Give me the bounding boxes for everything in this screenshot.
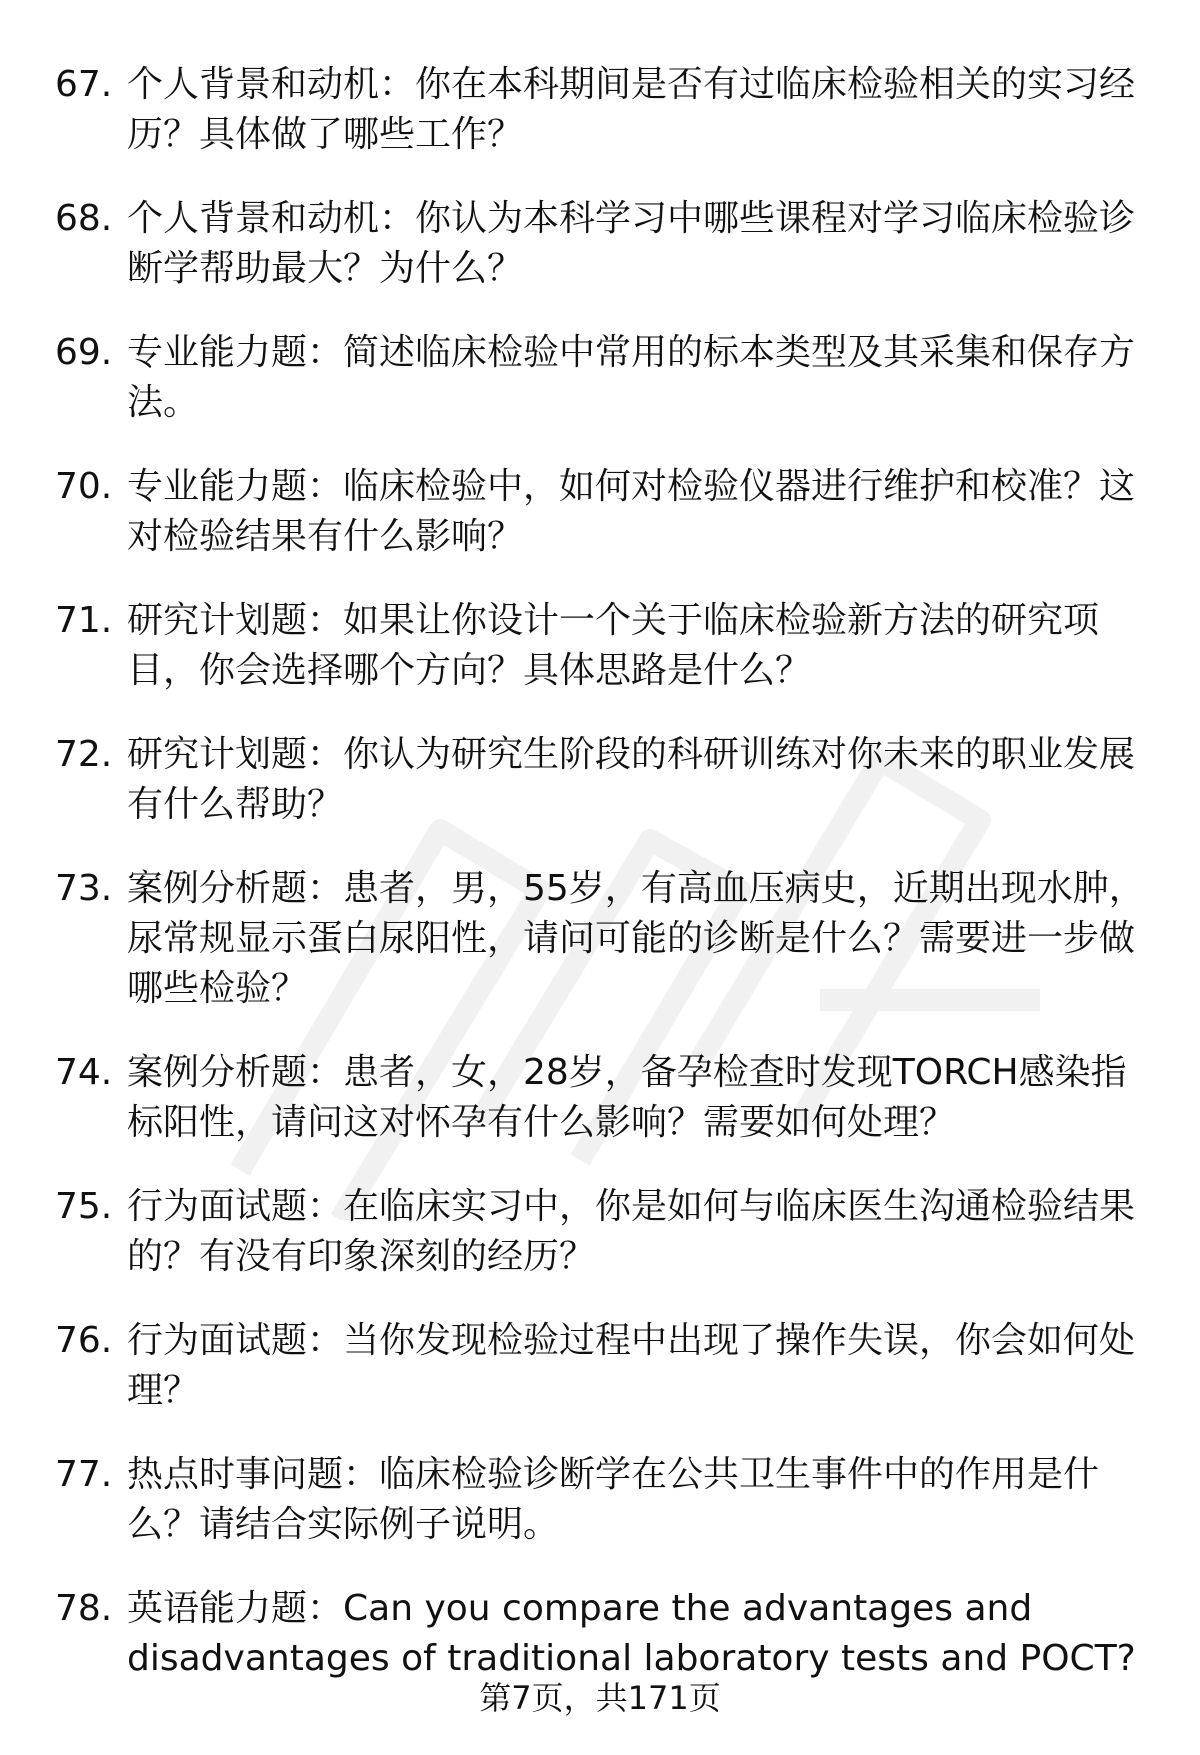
question-number: 75. (55, 1186, 113, 1227)
question-number: 77. (55, 1454, 113, 1495)
question-item (55, 328, 1145, 428)
question-item (55, 1450, 1145, 1550)
question-number: 71. (55, 600, 113, 641)
question-text: 案例分析题：患者，男，55岁，有高血压病史，近期出现水肿，尿常规显示蛋白尿阳性，请问可能的诊断是什么？需要进一步做哪些检验？ (127, 868, 1145, 1009)
page-footer (0, 1676, 1200, 1720)
question-item (55, 1182, 1145, 1282)
question-item (55, 864, 1145, 1014)
question-number: 70. (55, 466, 113, 507)
question-text: 英语能力题：Can you compare the advantages and disadvantages of traditional laboratory tests and POCT? (127, 1588, 1136, 1679)
question-text: 热点时事问题：临床检验诊断学在公共卫生事件中的作用是什么？请结合实际例子说明。 (127, 1454, 1100, 1545)
question-item (55, 60, 1145, 160)
question-text: 专业能力题：简述临床检验中常用的标本类型及其采集和保存方法。 (127, 332, 1136, 423)
question-item (55, 1316, 1145, 1416)
question-item (55, 1584, 1145, 1684)
question-text: 个人背景和动机：你认为本科学习中哪些课程对学习临床检验诊断学帮助最大？为什么？ (127, 198, 1136, 289)
question-number: 67. (55, 64, 113, 105)
question-number: 74. (55, 1052, 113, 1093)
question-item (55, 730, 1145, 830)
question-number: 78. (55, 1588, 113, 1629)
question-item (55, 194, 1145, 294)
question-list (55, 60, 1145, 1684)
question-number: 72. (55, 734, 113, 775)
question-item (55, 1048, 1145, 1148)
question-text: 案例分析题：患者，女，28岁，备孕检查时发现TORCH感染指标阳性，请问这对怀孕有什么影响？需要如何处理？ (127, 1052, 1127, 1143)
question-number: 76. (55, 1320, 113, 1361)
question-number: 68. (55, 198, 113, 239)
question-text: 专业能力题：临床检验中，如何对检验仪器进行维护和校准？这对检验结果有什么影响？ (127, 466, 1136, 557)
question-number: 73. (55, 868, 113, 909)
question-number: 69. (55, 332, 113, 373)
question-item (55, 596, 1145, 696)
question-text: 行为面试题：当你发现检验过程中出现了操作失误，你会如何处理？ (127, 1320, 1136, 1411)
question-item (55, 462, 1145, 562)
question-text: 个人背景和动机：你在本科期间是否有过临床检验相关的实习经历？具体做了哪些工作？ (127, 64, 1136, 155)
question-text: 行为面试题：在临床实习中，你是如何与临床医生沟通检验结果的？有没有印象深刻的经历？ (127, 1186, 1136, 1277)
page-number-label: 第7页，共171页 (479, 1679, 721, 1717)
question-text: 研究计划题：你认为研究生阶段的科研训练对你未来的职业发展有什么帮助？ (127, 734, 1136, 825)
question-text: 研究计划题：如果让你设计一个关于临床检验新方法的研究项目，你会选择哪个方向？具体思路是什么？ (127, 600, 1100, 691)
